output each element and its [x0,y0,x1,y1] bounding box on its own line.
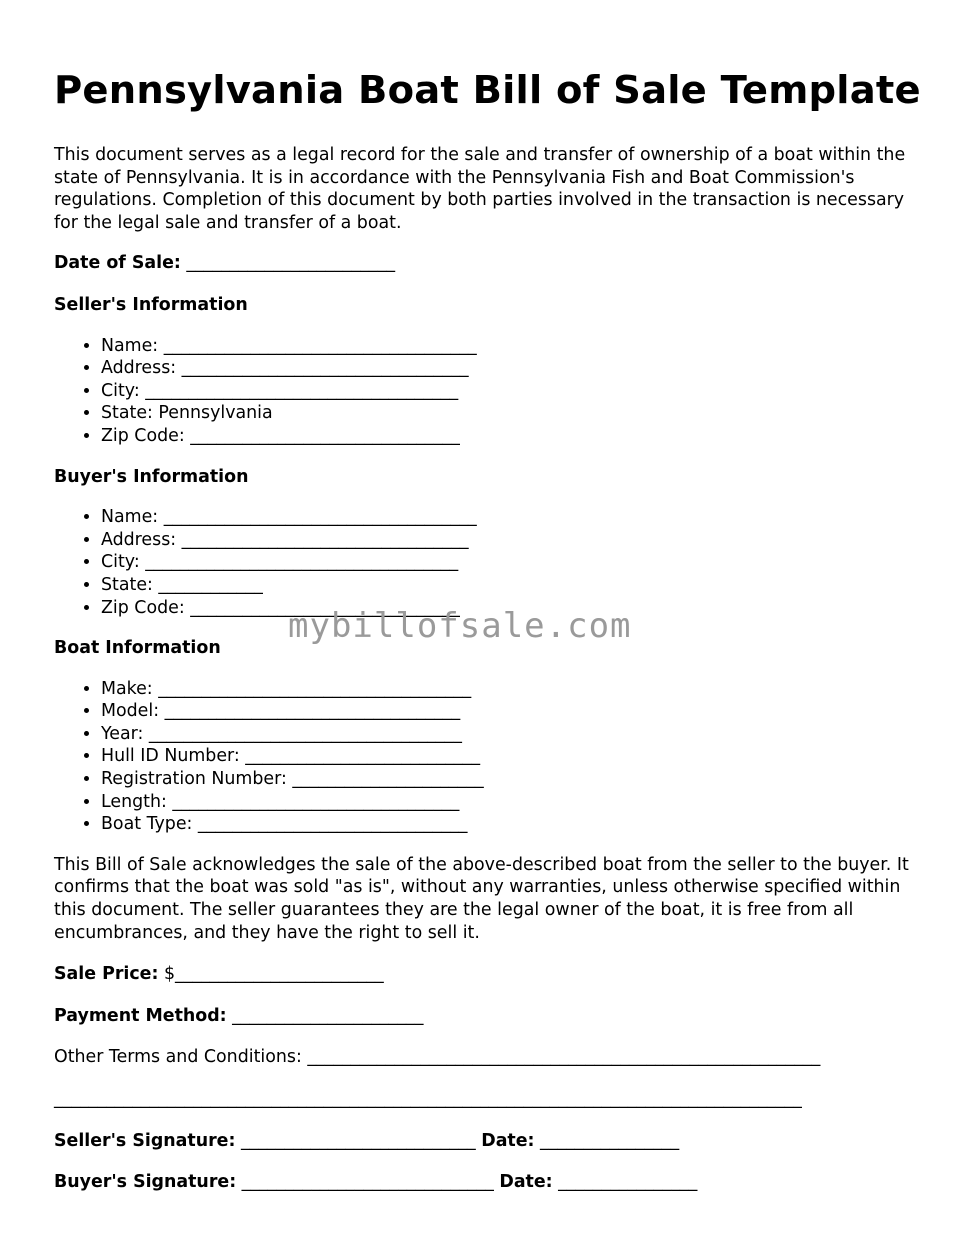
seller-zip-field: • Zip Code: _______________________________ [101,425,924,448]
buyer-section-title: Buyer's Information [54,466,249,487]
seller-state-field: • State: Pennsylvania [101,402,924,425]
seller-section-title: Seller's Information [54,294,248,315]
buyer-address-field: • Address: _________________________________ [101,529,924,552]
payment-method-blank: ______________________ [226,1005,424,1026]
buyer-signature-label: Buyer's Signature: [54,1172,237,1193]
buyer-zip-field: • Zip Code: _______________________________ [101,597,924,620]
boat-hull-id-field: • Hull ID Number: ___________________________ [101,745,924,768]
sale-price-blank: $________________________ [158,964,384,985]
boat-year-field: • Year: ____________________________________ [101,723,924,746]
other-terms-continuation-line: ______________________________________________________________________________________ [54,1089,802,1109]
seller-info-list [54,335,924,448]
seller-signature-field [54,1130,924,1153]
payment-method-label: Payment Method: [54,1005,227,1026]
boat-info-list [54,678,924,836]
buyer-city-field: • City: ____________________________________ [101,551,924,574]
payment-method-field [54,1005,924,1028]
buyer-signature-field [54,1171,924,1194]
seller-name-field: • Name: ____________________________________ [101,335,924,358]
buyer-date-blank: ________________ [552,1172,698,1193]
buyer-info-list [54,506,924,619]
seller-city-field: • City: ____________________________________ [101,380,924,403]
boat-model-field: • Model: __________________________________ [101,700,924,723]
buyer-name-field: • Name: ____________________________________ [101,506,924,529]
seller-date-blank: ________________ [534,1130,680,1151]
boat-section-title: Boat Information [54,638,221,659]
buyer-signature-blank: _____________________________ [236,1172,500,1193]
intro-paragraph: This document serves as a legal record for the sale and transfer of ownership of a boat within the state of Pennsylvania. It is in accordance with the Pennsylvania Fish and Boat Commission's regulations. Completion of this document by both parties involved in the transaction is necessary for the legal sale and transfer of a boat. [54,145,906,233]
buyer-date-label: Date: [499,1172,553,1193]
document-title: Pennsylvania Boat Bill of Sale Template [54,68,921,113]
boat-length-field: • Length: _________________________________ [101,791,924,814]
acknowledgement-paragraph: This Bill of Sale acknowledges the sale of the above-described boat from the seller to the buyer. It confirms that the boat was sold "as is", without any warranties, unless otherwise specified within this document. The seller guarantees they are the legal owner of the boat, it is free from all encumbrances, and they have the right to sell it. [54,854,909,943]
seller-signature-label: Seller's Signature: [54,1130,236,1151]
boat-type-field: • Boat Type: _______________________________ [101,813,924,836]
sale-price-field [54,963,924,986]
seller-signature-blank: ___________________________ [235,1130,482,1151]
watermark: mybillofsale.com [288,606,632,646]
other-terms-field: Other Terms and Conditions: ___________________________________________________________ [54,1047,821,1068]
seller-date-label: Date: [481,1130,535,1151]
buyer-state-field: • State: ____________ [101,574,924,597]
date-of-sale-label: Date of Sale: [54,253,181,274]
date-of-sale-blank: ________________________ [180,253,396,274]
boat-registration-field: • Registration Number: ______________________ [101,768,924,791]
date-of-sale-field [54,252,924,275]
boat-make-field: • Make: ____________________________________ [101,678,924,701]
sale-price-label: Sale Price: [54,964,159,985]
seller-address-field: • Address: _________________________________ [101,357,924,380]
